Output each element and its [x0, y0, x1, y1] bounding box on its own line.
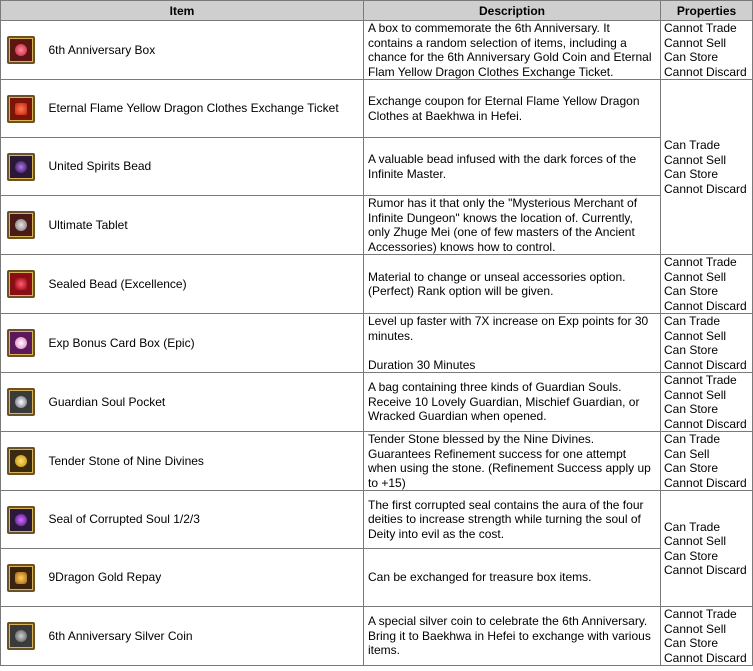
sealed-bead-icon	[7, 270, 35, 298]
property-line: Cannot Trade	[664, 21, 737, 35]
item-description	[364, 21, 661, 80]
item-properties	[661, 607, 753, 666]
property-line: Can Store	[664, 343, 719, 357]
exchange-ticket-icon	[7, 95, 35, 123]
property-line: Cannot Sell	[664, 152, 727, 167]
table-row	[1, 373, 753, 432]
item-properties	[661, 80, 753, 255]
item-description	[364, 432, 661, 491]
item-properties	[661, 373, 753, 432]
item-name: Tender Stone of Nine Divines	[41, 432, 364, 491]
item-icon-cell	[1, 138, 41, 196]
table-row	[1, 549, 753, 607]
gold-repay-icon	[7, 564, 35, 592]
property-line: Cannot Sell	[664, 35, 727, 50]
item-properties	[661, 314, 753, 373]
item-description	[364, 80, 661, 138]
table-row	[1, 607, 753, 666]
item-properties	[661, 432, 753, 491]
property-line: Can Sell	[664, 446, 710, 461]
property-line: Can Trade	[664, 519, 721, 534]
header-description: Description	[364, 1, 661, 21]
table-row	[1, 80, 753, 138]
property-line: Cannot Trade	[664, 373, 737, 387]
description-line: A valuable bead infused with the dark forces of the Infinite Master.	[368, 152, 637, 181]
property-line: Cannot Sell	[664, 269, 727, 284]
exp-card-box-icon	[7, 329, 35, 357]
description-line: Rumor has it that only the "Mysterious Merchant of Infinite Dungeon" knows the location of. Currently, only Zhuge Mei (one of few masters of the Ancient Accessories) knows how to control.	[368, 196, 638, 254]
item-name: Guardian Soul Pocket	[41, 373, 364, 432]
item-name: United Spirits Bead	[41, 138, 364, 196]
table-row	[1, 255, 753, 314]
table-row	[1, 138, 753, 196]
item-name: Ultimate Tablet	[41, 196, 364, 255]
item-icon-cell	[1, 314, 41, 373]
tender-stone-icon	[7, 447, 35, 475]
property-line: Can Store	[664, 50, 719, 64]
ultimate-tablet-icon	[7, 211, 35, 239]
description-line	[368, 343, 656, 358]
property-line: Cannot Discard	[664, 563, 747, 577]
description-line: A bag containing three kinds of Guardian Souls. Receive 10 Lovely Guardian, Mischief Guardian, or Wracked Guardian when opened.	[368, 380, 640, 424]
item-icon-cell	[1, 373, 41, 432]
property-line: Can Trade	[664, 432, 721, 446]
description-line: A box to commemorate the 6th Anniversary. It contains a random selection of items, including a chance for the 6th Anniversary Gold Coin and Eternal Flam Yellow Dragon Clothes Exchange Ticket.	[368, 21, 652, 79]
property-line: Cannot Trade	[664, 607, 737, 621]
property-line: Cannot Discard	[664, 181, 747, 196]
table-row	[1, 314, 753, 373]
property-line: Can Store	[664, 461, 719, 475]
item-icon-cell	[1, 80, 41, 138]
header-row	[1, 1, 753, 21]
item-icon-cell	[1, 607, 41, 666]
property-line: Can Store	[664, 548, 719, 563]
item-name: 9Dragon Gold Repay	[41, 549, 364, 607]
property-line: Cannot Discard	[664, 64, 747, 79]
description-line: Duration 30 Minutes	[368, 357, 476, 372]
item-description	[364, 138, 661, 196]
property-line: Can Store	[664, 636, 719, 650]
property-line: Cannot Sell	[664, 328, 727, 343]
property-line: Cannot Sell	[664, 621, 727, 636]
item-description	[364, 255, 661, 314]
table-row	[1, 432, 753, 491]
guardian-pocket-icon	[7, 388, 35, 416]
property-line: Can Trade	[664, 138, 721, 152]
item-description	[364, 549, 661, 607]
property-line: Cannot Discard	[664, 475, 747, 490]
item-name: Seal of Corrupted Soul 1/2/3	[41, 491, 364, 549]
header-properties: Properties	[661, 1, 753, 21]
header-item: Item	[1, 1, 364, 21]
description-line: A special silver coin to celebrate the 6th Anniversary. Bring it to Baekhwa in Hefei to exchange with various items.	[368, 614, 651, 658]
item-icon-cell	[1, 21, 41, 80]
description-line: Material to change or unseal accessories option. (Perfect) Rank option will be given.	[368, 269, 626, 298]
property-line: Can Store	[664, 284, 719, 298]
anniversary-box-icon	[7, 36, 35, 64]
property-line: Cannot Discard	[664, 416, 747, 431]
table-row	[1, 21, 753, 80]
item-icon-cell	[1, 196, 41, 255]
description-line: Can be exchanged for treasure box items.	[368, 570, 592, 585]
item-description	[364, 491, 661, 549]
item-description	[364, 314, 661, 373]
item-description	[364, 607, 661, 666]
item-description	[364, 196, 661, 255]
item-icon-cell	[1, 255, 41, 314]
item-icon-cell	[1, 549, 41, 607]
property-line: Cannot Sell	[664, 387, 727, 402]
item-icon-cell	[1, 491, 41, 549]
table-row	[1, 491, 753, 549]
property-line: Cannot Discard	[664, 298, 747, 313]
item-name: Exp Bonus Card Box (Epic)	[41, 314, 364, 373]
corrupted-soul-icon	[7, 506, 35, 534]
item-icon-cell	[1, 432, 41, 491]
item-properties	[661, 255, 753, 314]
item-description	[364, 373, 661, 432]
item-name: 6th Anniversary Box	[41, 21, 364, 80]
property-line: Can Store	[664, 167, 719, 181]
item-properties	[661, 491, 753, 607]
description-line: Level up faster with 7X increase on Exp points for 30 minutes.	[368, 314, 649, 343]
property-line: Cannot Sell	[664, 534, 727, 548]
item-name: Sealed Bead (Excellence)	[41, 255, 364, 314]
property-line: Can Store	[664, 402, 719, 416]
property-line: Cannot Discard	[664, 357, 747, 372]
description-line: Exchange coupon for Eternal Flame Yellow Dragon Clothes at Baekhwa in Hefei.	[368, 94, 640, 123]
silver-coin-icon	[7, 622, 35, 650]
item-properties	[661, 21, 753, 80]
property-line: Cannot Discard	[664, 650, 747, 665]
spirits-bead-icon	[7, 153, 35, 181]
item-name: Eternal Flame Yellow Dragon Clothes Exchange Ticket	[41, 80, 364, 138]
property-line: Cannot Trade	[664, 255, 737, 269]
property-line: Can Trade	[664, 314, 721, 328]
description-line: Tender Stone blessed by the Nine Divines. Guarantees Refinement success for one attempt when using the stone. (Refinement Success apply up to +15)	[368, 432, 651, 490]
item-name: 6th Anniversary Silver Coin	[41, 607, 364, 666]
description-line: The first corrupted seal contains the aura of the four deities to increase strength while turning the soul of Deity into evil as the cost.	[368, 497, 644, 541]
table-row	[1, 196, 753, 255]
